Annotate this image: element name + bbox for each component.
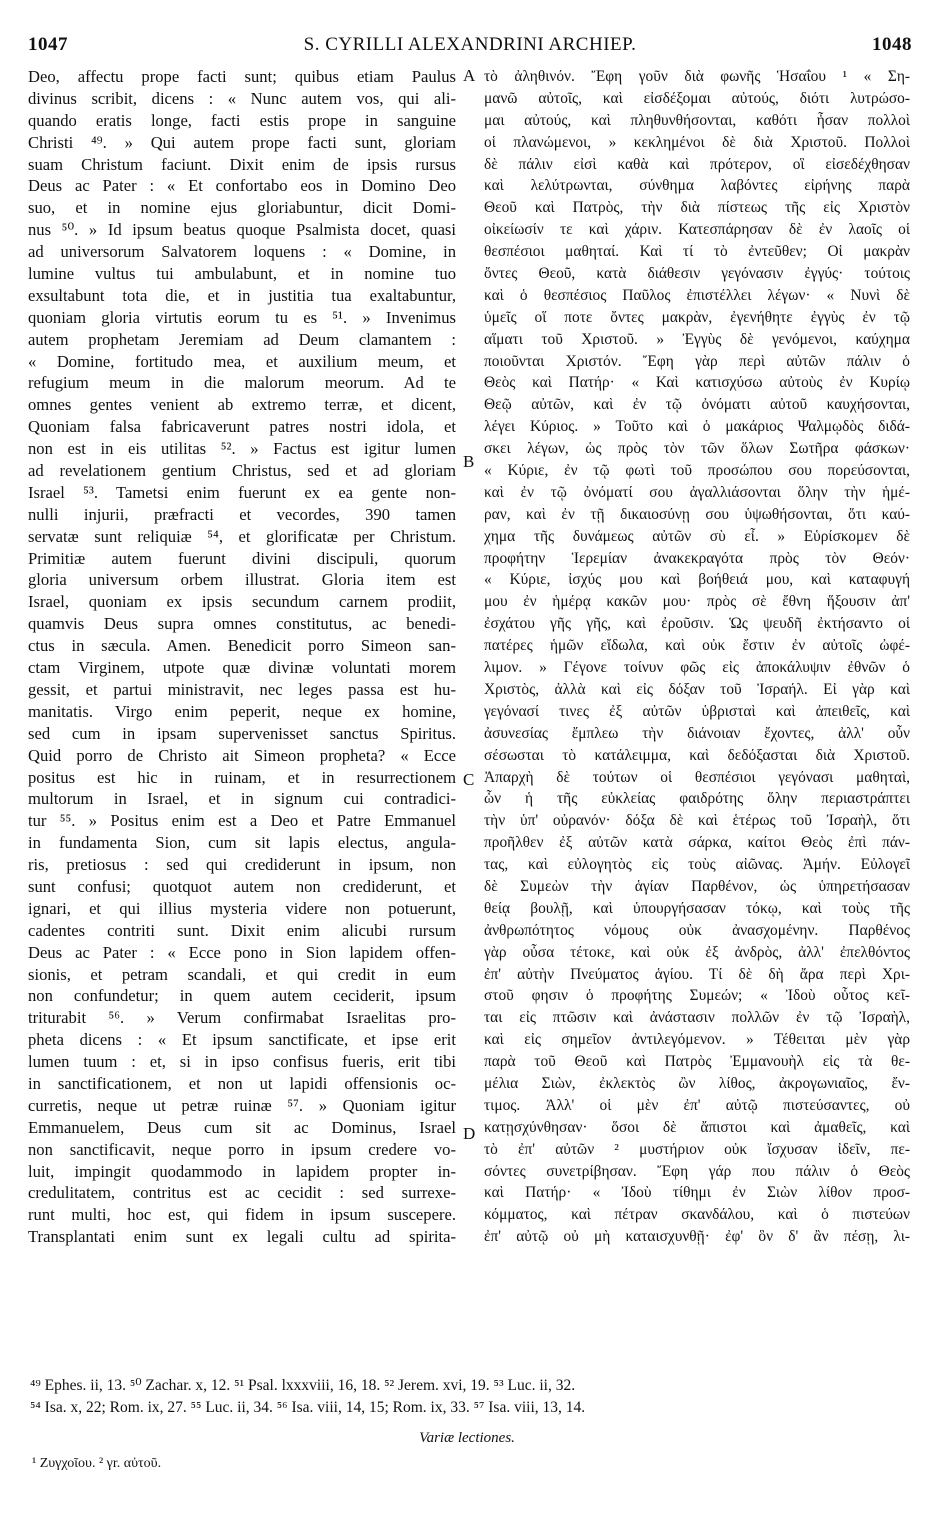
latin-text-line: Deus ac Pater : « Ecce pono in Sion lapidem offen- — [28, 942, 456, 962]
latin-text-line: curretis, neque ut petræ ruinæ ⁵⁷. » Quoniam igitur — [28, 1095, 456, 1115]
latin-text-line: sionis, et petram scandali, et qui credit in eum — [28, 964, 456, 984]
greek-text-line: οἰκείωσίν τε καὶ χάριν. Κατεσπάρησαν δὲ ἐν λαοῖς οἱ — [484, 221, 910, 239]
latin-text-line: nus ⁵⁰. » Id ipsum beatus quoque Psalmista docet, quasi — [28, 220, 456, 240]
greek-text-line: παρὰ τοῦ Θεοῦ καὶ Πατρὸς Ἐμμανουὴλ εἰς τὰ θε- — [484, 1053, 910, 1071]
greek-text-line: οἱ πλανώμενοι, » κεκλημένοι δὲ διὰ Χριστοῦ. Πολλοὶ — [484, 133, 910, 151]
greek-text-line: δὲ πάλιν εἰσὶ καθὰ καὶ πρότερον, οἳ εἰσεδέχθησαν — [484, 155, 910, 173]
latin-text-line: non est in eis utilitas ⁵². » Factus est igitur lumen — [28, 439, 456, 459]
latin-text-line: Primitiæ autem fuerunt divini discipuli, quorum — [28, 548, 456, 568]
greek-text-line: Ἀπαρχὴ δὲ τούτων οἱ θεσπέσιοι γεγόνασι μαθηταὶ, — [484, 768, 910, 786]
greek-text-line: ραν, καὶ ἐν τῇ δικαιοσύνῃ σου ὑψωθήσονται, ὅτι καύ- — [484, 505, 910, 523]
latin-text-line: Israel ⁵³. Tametsi enim fuerunt ex ea gente non- — [28, 482, 456, 502]
greek-text-line: ἐπ' αὐτῷ οὐ μὴ καταισχυνθῇ· ἐφ' ὃν δ' ἂν πέσῃ, λι- — [484, 1228, 910, 1246]
latin-text-line: luit, impingit quodammodo in lapidem propter in- — [28, 1161, 456, 1181]
latin-text-line: quando eratis longe, facti estis prope in sanguine — [28, 110, 456, 130]
greek-text-line: λέγει Κύριος. » Τοῦτο καὶ ὁ μακάριος Ψαλμῳδὸς διδά- — [484, 418, 910, 436]
footnote-line: ⁵⁴ Isa. x, 22; Rom. ix, 27. ⁵⁵ Luc. ii, 34. ⁵⁶ Isa. viii, 14, 15; Rom. ix, 33. ⁵⁷ Isa. viii, 13, 14. — [30, 1399, 586, 1416]
greek-text-line: γὰρ οὖσα τέτοκε, καὶ οὐκ ἐξ ἀνδρὸς, ἀλλ' ἐπελθόντος — [484, 943, 910, 961]
greek-text-line: ἐπ' αὐτὴν Πνεύματος ἁγίου. Τί δὲ δὴ ἄρα περὶ Χρι- — [484, 965, 910, 983]
greek-text-line: χημα τῆς δυνάμεως αὐτῶν σὺ εἶ. » Εὑρίσκομεν δὲ — [484, 527, 910, 545]
greek-text-line: Θεῷ αὐτῶν, καὶ ἐν τῷ ὀνόματι αὐτοῦ καυχήσονται, — [484, 396, 910, 414]
footnote-line: ⁴⁹ Ephes. ii, 13. ⁵⁰ Zachar. x, 12. ⁵¹ Psal. lxxxviii, 16, 18. ⁵² Jerem. xvi, 19. ⁵³ Luc. ii, 32. — [30, 1377, 576, 1394]
latin-text-line: tur ⁵⁵. » Positus enim est a Deo et Patre Emmanuel — [28, 811, 456, 831]
latin-text-line: gloria universum orbem illustrat. Gloria item est — [28, 570, 456, 590]
variant-reading: ¹ Ζυγχοῖου. ² γr. αὐτοῦ. — [32, 1456, 162, 1471]
page-header — [28, 34, 912, 64]
greek-text-line: καὶ εἰς σημεῖον ἀντιλεγόμενον. » Τέθειται μὲν γὰρ — [484, 1031, 910, 1049]
latin-text-line: ris, pretiosus : sed qui crediderunt in ipsum, non — [28, 855, 456, 875]
greek-text-line: Χριστὸς, ἀλλὰ καὶ εἰς δόξαν τοῦ Ἰσραήλ. Εἰ γὰρ καὶ — [484, 680, 910, 698]
latin-text-line: servatæ sunt reliquiæ ⁵⁴, et glorificatæ per Christum. — [28, 526, 456, 546]
greek-text-line: μέλια Σιὼν, ἐκλεκτὸς ὢν λίθος, ἀκρογωνιαῖος, ἔν- — [484, 1074, 910, 1092]
variae-lectiones-title: Variæ lectiones. — [419, 1430, 515, 1446]
greek-text-line: Θεοῦ καὶ Πατρὸς, τὴν διὰ πίστεως τῆς εἰς Χριστὸν — [484, 199, 910, 217]
latin-text-line: Deus ac Pater : « Et confortabo eos in Domino Deo — [28, 176, 456, 196]
latin-column — [28, 66, 456, 1248]
greek-text-line: αἵματι τοῦ Χριστοῦ. » Ἐγγὺς δὲ γενόμενοι, καύχημα — [484, 330, 910, 348]
greek-text-line: τὸ ἐπ' αὐτῶν ² μυστήριον οὐκ ἴσχυσαν ἰδεῖν, πε- — [484, 1140, 910, 1158]
latin-text-line: Emmanuelem, Deus cum sit ac Dominus, Israel — [28, 1117, 456, 1137]
latin-text-line: pheta dicens : « Et ipsum sanctificate, et ipse erit — [28, 1030, 456, 1050]
greek-text-line: ἀσυνεσίας ἔμπλεω τὴν διάνοιαν ἔχοντες, ἀλλ' οὖν — [484, 724, 910, 742]
latin-text-line: non confundetur; in quem autem ceciderit, ipsum — [28, 986, 456, 1006]
greek-text-line: κατῃσχύνθησαν· ὅσοι δὲ ἄπιστοι καὶ ἀμαθεῖς, καὶ — [484, 1118, 910, 1136]
latin-text-line: divinus scribit, dicens : « Nunc autem vos, qui ali- — [28, 88, 456, 108]
greek-text-line: ὧν ἡ τῆς εὐκλείας φαιδρότης ὅλην περιαστράπτει — [484, 790, 910, 808]
latin-text-line: in sanctificationem, et non ut lapidi offensionis oc- — [28, 1073, 456, 1093]
latin-text-line: multorum in Israel, et in signum cui contradici- — [28, 789, 456, 809]
latin-text-line: cadentes contriti sunt. Dixit enim alicubi rursum — [28, 920, 456, 940]
greek-text-line: καὶ ὁ θεσπέσιος Παῦλος ἐπιστέλλει λέγων· « Νυνὶ δὲ — [484, 286, 910, 304]
margin-marker-c: C — [463, 770, 475, 789]
greek-text-line: ποιοῦνται Χριστόν. Ἔφη γὰρ περὶ αὐτῶν πάλιν ὁ — [484, 352, 910, 370]
greek-text-line: ὑμεῖς οἵ ποτε ὄντες μακρὰν, ἐγενήθητε ἐγγὺς ἐν τῷ — [484, 308, 910, 326]
margin-marker-a: A — [463, 66, 476, 85]
latin-text-line: Transplantati enim sunt ex legali cultu ad spirita- — [28, 1227, 456, 1247]
latin-text-line: autem prophetam Jeremiam ad Deum clamantem : — [28, 329, 456, 349]
latin-text-line: ad revelationem gentium Christus, sed et ad gloriam — [28, 461, 456, 481]
greek-text-line: καὶ ἐν τῷ ὀνόματί σου ἀγαλλιάσονται ὅλην τὴν ἡμέ- — [484, 483, 910, 501]
greek-text-line: ὄντες Θεοῦ, κατὰ διάθεσιν γεγόνασιν ἐγγύς· τούτοις — [484, 265, 910, 283]
latin-text-line: nulli injurii, præfracti et vecordes, 390 tamen — [28, 504, 456, 524]
footnotes — [30, 1375, 910, 1419]
latin-text-line: Deo, affectu prope facti sunt; quibus etiam Paulus — [28, 67, 456, 86]
latin-text-line: Christi ⁴⁹. » Qui autem prope facti sunt, gloriam — [28, 132, 456, 152]
greek-text-line: Θεὸς καὶ Πατήρ· « Καὶ κατισχύσω αὐτοὺς ἐν Κυρίῳ — [484, 374, 910, 392]
latin-text-line: runt multi, hoc est, qui fidem in ipsum suscepere. — [28, 1205, 456, 1225]
margin-marker-b: B — [463, 452, 475, 471]
latin-text-line: omnes gentes venient ab extremo terræ, et dicent, — [28, 395, 456, 415]
latin-text-line: lumen tuum : et, si in ipso confisus fueris, erit tibi — [28, 1052, 456, 1072]
latin-text-line: lumine vultus tui ambulabunt, et in nomine tuo — [28, 264, 456, 284]
greek-text-line: ται εἰς πτῶσιν καὶ ἀνάστασιν πολλῶν ἐν τῷ Ἰσραὴλ, — [484, 1009, 910, 1027]
greek-text-line: σόντες συνετρίβησαν. Ἔφη γάρ που πάλιν ὁ Θεὸς — [484, 1162, 910, 1180]
latin-text-line: ctam Virginem, utpote quæ divinæ voluntati morem — [28, 658, 456, 678]
latin-text-line: sed cum in ipsam supervenisset sanctus Spiritus. — [28, 723, 456, 743]
latin-text-line: quoniam gloria virtutis eorum tu es ⁵¹. » Invenimus — [28, 307, 456, 327]
greek-text-line: « Κύριε, ἐν τῷ φωτὶ τοῦ προσώπου σου πορεύσονται, — [484, 462, 910, 480]
latin-text-line: exsultabunt tota die, et in justitia tua exaltabuntur, — [28, 285, 456, 305]
greek-text-line: προφήτην Ἱερεμίαν ἀνακεκραγότα πρὸς τὸν Θεόν· — [484, 549, 910, 567]
latin-text-line: Israel, quoniam ex ipsis secundum carnem prodiit, — [28, 592, 456, 612]
greek-text-line: μου ἐν ἡμέρᾳ κακῶν μου· πρὸς σὲ ἔθνη ἥξουσιν ἀπ' — [484, 593, 910, 611]
greek-text-line: σκει λέγων, ὡς πρὸς τὸν τῶν ὅλων Σωτῆρα φάσκων· — [484, 440, 910, 458]
margin-marker-d: D — [463, 1124, 476, 1143]
latin-text-line: non sanctificavit, neque porro in ipsum credere vo- — [28, 1139, 456, 1159]
greek-text-line: τὴν ὑπ' οὐρανόν· δόξα δὲ καὶ ἑτέρως τοῦ Ἰσραὴλ, ὅτι — [484, 812, 910, 830]
greek-text-line: δὲ Συμεὼν τὴν ἁγίαν Παρθένον, ὡς ὑπηρετήσασαν — [484, 877, 910, 895]
page-number-left: 1047 — [28, 34, 68, 55]
latin-text-line: ctus in sæcula. Amen. Benedicit porro Simeon san- — [28, 636, 456, 656]
latin-text-line: Quid porro de Christo ait Simeon propheta? « Ecce — [28, 745, 456, 765]
latin-text-line: credulitatem, contritus est ac cecidit : sed surrexe- — [28, 1183, 456, 1203]
greek-text-line: ἐσχάτου γῆς γῆς, καὶ ἐροῦσιν. Ὡς ψευδῆ ἐκτήσαντο οἱ — [484, 615, 910, 633]
greek-text-line: μαι αὐτούς, καὶ πληθυνθήσονται, καθότι ἦσαν πολλοὶ — [484, 111, 910, 129]
latin-text-line: gessit, et partui ministravit, nec leges passa est hu- — [28, 679, 456, 699]
greek-text-line: προῆλθεν ἐξ αὐτῶν κατὰ σάρκα, καίτοι Θεὸς ἐπὶ πάν- — [484, 834, 910, 852]
page-number-right: 1048 — [872, 34, 912, 55]
greek-text-line: λιμον. » Γέγονε τοίνυν φῶς εἰς ἀποκάλυψιν ἐθνῶν ὁ — [484, 659, 910, 677]
latin-text-line: in fundamenta Sion, cum sit lapis electus, angula- — [28, 833, 456, 853]
latin-text-line: ad universorum Salvatorem loquens : « Domine, in — [28, 242, 456, 262]
latin-text-line: ignari, et qui illius mysteria videre non potuerunt, — [28, 898, 456, 918]
greek-text-line: τιμος. Ἀλλ' οἱ μὲν ἐπ' αὐτῷ πιστεύσαντες, οὐ — [484, 1096, 910, 1114]
latin-text-line: Quoniam falsa fabricaverunt patres nostri idola, et — [28, 417, 456, 437]
greek-text-line: πατέρες ἡμῶν εἴδωλα, καὶ οὐκ ἔστιν ἐν αὐτοῖς ὠφέ- — [484, 637, 910, 655]
greek-text-line: « Κύριε, ἰσχύς μου καὶ βοήθειά μου, καὶ καταφυγή — [484, 571, 910, 589]
running-title: S. CYRILLI ALEXANDRINI ARCHIEP. — [303, 34, 637, 55]
greek-text-line: τας, καὶ εὐλογητὸς εἰς τοὺς αἰῶνας. Ἀμήν. Εὐλογεῖ — [484, 856, 910, 874]
greek-text-line: καὶ Πατήρ· « Ἰδοὺ τίθημι ἐν Σιὼν λίθον προσ- — [484, 1184, 910, 1202]
latin-text-line: triturabit ⁵⁶. » Verum confirmabat Israelitas pro- — [28, 1008, 456, 1028]
latin-text-line: refugium meum in die malorum meorum. Ad te — [28, 373, 456, 393]
latin-text-line: manitatis. Virgo enim peperit, neque ex homine, — [28, 701, 456, 721]
greek-text-line: καὶ λελύτρωνται, σύνθημα λαβόντες εἰρήνης παρὰ — [484, 177, 910, 195]
greek-text-line: κόμματος, καὶ πέτραν σκανδάλου, καὶ ὁ πιστεύων — [484, 1206, 910, 1224]
latin-text-line: positus est hic in ruinam, et in resurrectionem — [28, 767, 456, 787]
greek-text-line: ἀνθρωπότητος νόμους οὐκ ἀνασχομένην. Παρθένος — [484, 921, 910, 939]
greek-text-line: τὸ ἀληθινόν. Ἔφη γοῦν διὰ φωνῆς Ἡσαΐου ¹ « Ση- — [484, 68, 910, 85]
greek-text-line: θείᾳ βουλῇ, καὶ ὑπουργήσασαν τόκῳ, καὶ τοὺς τῆς — [484, 899, 910, 917]
greek-text-line: θεσπέσιοι μαθηταί. Καὶ τί τὸ ἐντεῦθεν; Οἱ μακρὰν — [484, 243, 910, 261]
greek-column — [484, 66, 910, 1248]
latin-text-line: suam Christum faciunt. Dixit enim de ipsis rursus — [28, 154, 456, 174]
greek-text-line: σέσωσται τὸ κατάλειμμα, καὶ δεδόξασται διὰ Χριστοῦ. — [484, 746, 910, 764]
latin-text-line: suo, et in nomine ejus gloriabuntur, dicit Domi- — [28, 198, 456, 218]
greek-text-line: στοῦ φησιν ὁ προφήτης Συμεών; « Ἰδοὺ οὗτος κεῖ- — [484, 987, 910, 1005]
latin-text-line: sunt confusi; quotquot autem non crediderunt, et — [28, 876, 456, 896]
latin-text-line: « Domine, fortitudo mea, et auxilium meum, et — [28, 351, 456, 371]
greek-text-line: γεγόνασί τινες ἐξ αὐτῶν ὑβρισταὶ καὶ ἀπειθεῖς, καὶ — [484, 702, 910, 720]
greek-text-line: μανῶ αὐτοῖς, καὶ εἰσδέξομαι αὐτούς, διότι λυτρώσο- — [484, 89, 910, 107]
latin-text-line: quamvis Deus supra omnes constitutus, ac benedi- — [28, 614, 456, 634]
